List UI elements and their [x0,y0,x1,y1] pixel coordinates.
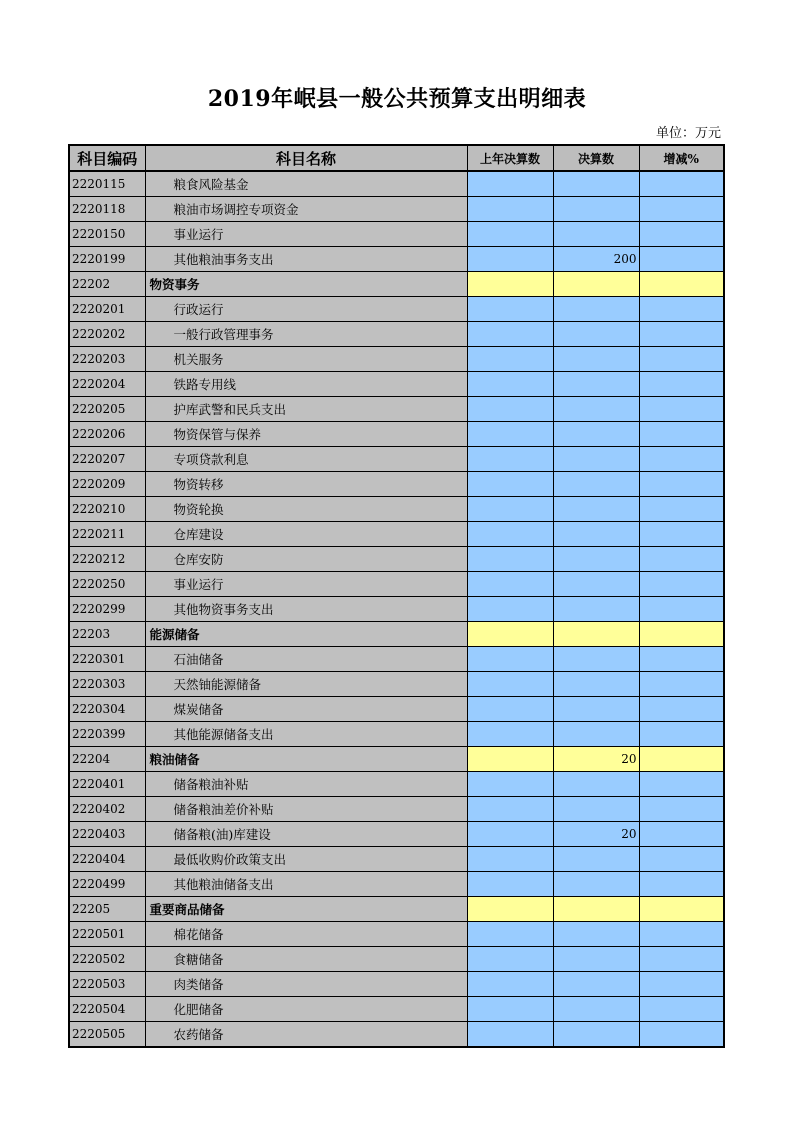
cell-actual [553,322,639,347]
category-row [69,272,724,297]
cell-name [145,797,467,822]
cell-prev-year [467,547,553,572]
cell-name [145,422,467,447]
cell-name [145,747,467,772]
cell-name-text: 化肥储备 [173,1002,224,1017]
cell-actual [553,472,639,497]
cell-change [639,422,724,447]
table-row [69,647,724,672]
table-row [69,572,724,597]
table-row [69,997,724,1022]
cell-prev-year [467,672,553,697]
cell-actual [553,197,639,222]
cell-prev-year [467,247,553,272]
table-row [69,297,724,322]
cell-change [639,997,724,1022]
cell-prev-year [467,472,553,497]
cell-code: 2220402 [69,797,145,822]
cell-change [639,797,724,822]
cell-name-text: 石油储备 [173,652,224,667]
cell-name [145,622,467,647]
cell-code: 2220115 [69,171,145,197]
cell-prev-year [467,222,553,247]
cell-name-text: 物资事务 [149,277,200,292]
cell-change [639,697,724,722]
cell-prev-year [467,747,553,772]
cell-change [639,247,724,272]
cell-change [639,1022,724,1048]
cell-change [639,222,724,247]
cell-prev-year [467,847,553,872]
cell-code: 2220150 [69,222,145,247]
cell-change [639,297,724,322]
cell-name [145,697,467,722]
table-row [69,1022,724,1048]
table-header-row [69,145,724,171]
cell-change [639,722,724,747]
cell-change [639,572,724,597]
cell-actual: 200 [553,247,639,272]
cell-name [145,472,467,497]
cell-prev-year [467,322,553,347]
cell-prev-year [467,622,553,647]
cell-name [145,647,467,672]
cell-prev-year [467,272,553,297]
cell-change [639,647,724,672]
cell-actual [553,897,639,922]
cell-code: 2220199 [69,247,145,272]
cell-actual [553,497,639,522]
cell-change [639,947,724,972]
cell-actual [553,997,639,1022]
table-row [69,722,724,747]
cell-change [639,197,724,222]
header-prev-year: 上年决算数 [467,145,553,171]
cell-name [145,397,467,422]
cell-code: 2220499 [69,872,145,897]
cell-code: 2220207 [69,447,145,472]
cell-name [145,972,467,997]
cell-name [145,547,467,572]
cell-prev-year [467,171,553,197]
cell-change [639,847,724,872]
cell-name-text: 粮油市场调控专项资金 [173,202,299,217]
cell-name [145,572,467,597]
cell-code: 2220203 [69,347,145,372]
cell-name-text: 天然铀能源储备 [173,677,262,692]
cell-name-text: 粮食风险基金 [173,177,249,192]
cell-name-text: 粮油储备 [149,752,200,767]
cell-actual [553,1022,639,1048]
cell-prev-year [467,197,553,222]
cell-change [639,447,724,472]
cell-actual [553,397,639,422]
cell-name-text: 护库武警和民兵支出 [173,402,287,417]
table-row [69,922,724,947]
cell-name-text: 专项贷款利息 [173,452,249,467]
cell-name-text: 煤炭储备 [173,702,224,717]
cell-name [145,522,467,547]
cell-actual [553,272,639,297]
cell-code: 22204 [69,747,145,772]
cell-change [639,597,724,622]
header-change: 增减% [639,145,724,171]
table-row [69,947,724,972]
cell-name [145,222,467,247]
header-code: 科目编码 [69,145,145,171]
cell-name-text: 物资转移 [173,477,224,492]
cell-change [639,272,724,297]
cell-name-text: 物资保管与保养 [173,427,262,442]
cell-code: 2220505 [69,1022,145,1048]
cell-prev-year [467,647,553,672]
category-row [69,622,724,647]
cell-name-text: 其他物资事务支出 [173,602,274,617]
cell-change [639,347,724,372]
cell-code: 2220204 [69,372,145,397]
cell-change [639,897,724,922]
table-row [69,872,724,897]
cell-name-text: 一般行政管理事务 [173,327,274,342]
category-row [69,897,724,922]
table-row [69,772,724,797]
cell-code: 2220503 [69,972,145,997]
cell-actual [553,372,639,397]
cell-prev-year [467,572,553,597]
cell-prev-year [467,1022,553,1048]
cell-code: 2220502 [69,947,145,972]
cell-name [145,772,467,797]
cell-actual [553,547,639,572]
cell-name-text: 其他粮油储备支出 [173,877,274,892]
cell-name-text: 其他能源储备支出 [173,727,274,742]
cell-prev-year [467,597,553,622]
table-row [69,497,724,522]
cell-code: 2220250 [69,572,145,597]
cell-name-text: 仓库建设 [173,527,224,542]
cell-name [145,922,467,947]
cell-prev-year [467,822,553,847]
cell-prev-year [467,897,553,922]
cell-name [145,197,467,222]
cell-actual [553,947,639,972]
cell-code: 2220201 [69,297,145,322]
cell-name-text: 储备粮油补贴 [173,777,249,792]
table-row [69,697,724,722]
cell-prev-year [467,972,553,997]
cell-name [145,822,467,847]
cell-change [639,322,724,347]
budget-table [68,144,725,1048]
cell-code: 2220501 [69,922,145,947]
cell-code: 2220301 [69,647,145,672]
cell-actual [553,347,639,372]
cell-name [145,497,467,522]
cell-actual [553,622,639,647]
table-row [69,822,724,847]
cell-code: 2220299 [69,597,145,622]
cell-actual [553,872,639,897]
cell-change [639,922,724,947]
cell-actual [553,297,639,322]
cell-prev-year [467,772,553,797]
cell-name [145,247,467,272]
cell-name-text: 事业运行 [173,227,224,242]
cell-actual [553,422,639,447]
cell-code: 2220401 [69,772,145,797]
cell-name-text: 铁路专用线 [173,377,237,392]
cell-name-text: 事业运行 [173,577,224,592]
cell-name-text: 物资轮换 [173,502,224,517]
cell-prev-year [467,497,553,522]
cell-prev-year [467,522,553,547]
cell-change [639,171,724,197]
cell-name [145,847,467,872]
cell-change [639,497,724,522]
header-actual: 决算数 [553,145,639,171]
cell-name [145,872,467,897]
cell-change [639,822,724,847]
cell-code: 2220403 [69,822,145,847]
cell-actual [553,672,639,697]
cell-prev-year [467,922,553,947]
table-row [69,222,724,247]
cell-actual [553,647,639,672]
cell-code: 2220504 [69,997,145,1022]
cell-name [145,297,467,322]
cell-name-text: 食糖储备 [173,952,224,967]
cell-prev-year [467,347,553,372]
cell-code: 2220212 [69,547,145,572]
cell-name [145,347,467,372]
category-row [69,747,724,772]
cell-name-text: 最低收购价政策支出 [173,852,287,867]
cell-prev-year [467,697,553,722]
cell-name [145,672,467,697]
cell-name-text: 农药储备 [173,1027,224,1042]
cell-name [145,597,467,622]
cell-name [145,897,467,922]
cell-actual [553,572,639,597]
cell-actual [553,697,639,722]
cell-code: 2220303 [69,672,145,697]
cell-change [639,772,724,797]
unit-label: 单位：万元 [655,126,721,141]
cell-code: 2220211 [69,522,145,547]
cell-name [145,997,467,1022]
cell-name [145,272,467,297]
cell-name [145,171,467,197]
cell-code: 2220118 [69,197,145,222]
cell-prev-year [467,422,553,447]
cell-actual [553,922,639,947]
cell-actual [553,522,639,547]
cell-prev-year [467,447,553,472]
cell-actual [553,797,639,822]
cell-actual [553,222,639,247]
cell-change [639,872,724,897]
cell-change [639,547,724,572]
cell-actual [553,722,639,747]
cell-actual [553,847,639,872]
cell-name-text: 储备粮油差价补贴 [173,802,274,817]
cell-name [145,947,467,972]
cell-actual: 20 [553,822,639,847]
cell-name-text: 能源储备 [149,627,200,642]
cell-change [639,622,724,647]
cell-actual [553,772,639,797]
cell-prev-year [467,372,553,397]
cell-name-text: 棉花储备 [173,927,224,942]
table-row [69,372,724,397]
page-title: 2019年岷县一般公共预算支出明细表 [207,86,587,112]
table-row [69,247,724,272]
header-name: 科目名称 [145,145,467,171]
cell-actual [553,171,639,197]
cell-code: 22203 [69,622,145,647]
cell-change [639,397,724,422]
table-row [69,171,724,197]
table-row [69,322,724,347]
table-row [69,797,724,822]
table-row [69,422,724,447]
cell-code: 2220210 [69,497,145,522]
cell-prev-year [467,947,553,972]
table-body [69,171,724,1047]
cell-prev-year [467,797,553,822]
table-row [69,397,724,422]
cell-code: 2220399 [69,722,145,747]
cell-code: 2220205 [69,397,145,422]
cell-actual [553,447,639,472]
table-row [69,522,724,547]
cell-name-text: 重要商品储备 [149,902,225,917]
cell-code: 22205 [69,897,145,922]
cell-name-text: 其他粮油事务支出 [173,252,274,267]
table-row [69,347,724,372]
cell-code: 22202 [69,272,145,297]
cell-name-text: 仓库安防 [173,552,224,567]
cell-change [639,672,724,697]
cell-change [639,472,724,497]
cell-name-text: 行政运行 [173,302,224,317]
cell-name [145,372,467,397]
cell-prev-year [467,397,553,422]
table-row [69,197,724,222]
table-row [69,972,724,997]
cell-name [145,447,467,472]
cell-name [145,722,467,747]
cell-name-text: 储备粮(油)库建设 [173,827,271,842]
cell-prev-year [467,997,553,1022]
cell-code: 2220304 [69,697,145,722]
table-row [69,597,724,622]
cell-prev-year [467,722,553,747]
cell-prev-year [467,297,553,322]
cell-name-text: 肉类储备 [173,977,224,992]
cell-name [145,1022,467,1048]
cell-code: 2220404 [69,847,145,872]
table-row [69,547,724,572]
cell-code: 2220206 [69,422,145,447]
cell-change [639,522,724,547]
cell-name [145,322,467,347]
cell-actual [553,597,639,622]
cell-name-text: 机关服务 [173,352,224,367]
table-row [69,472,724,497]
cell-change [639,372,724,397]
cell-change [639,972,724,997]
cell-actual [553,972,639,997]
cell-code: 2220202 [69,322,145,347]
cell-change [639,747,724,772]
table-row [69,672,724,697]
cell-prev-year [467,872,553,897]
table-row [69,847,724,872]
cell-code: 2220209 [69,472,145,497]
cell-actual: 20 [553,747,639,772]
table-row [69,447,724,472]
